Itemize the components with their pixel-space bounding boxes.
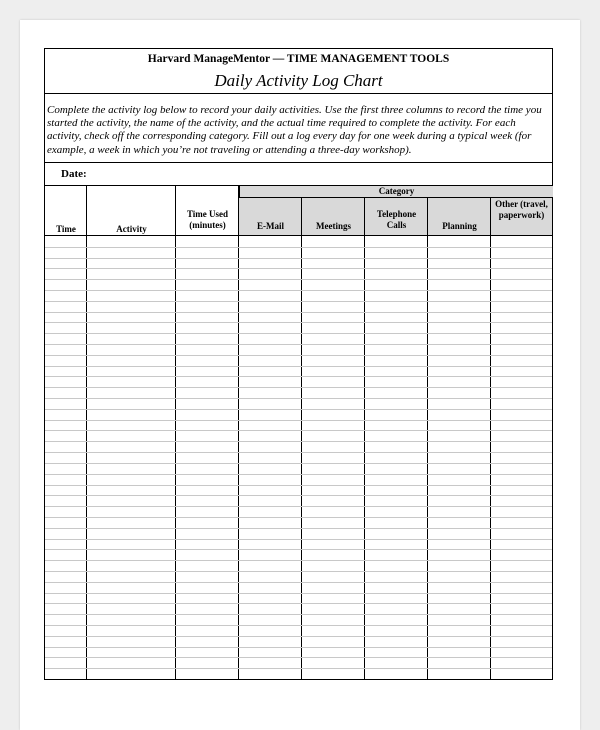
table-row-line (45, 549, 552, 550)
table-row-line (45, 420, 552, 421)
table-row-line (45, 301, 552, 302)
table-row-line (45, 387, 552, 388)
table-row-line (45, 474, 552, 475)
table-row-line (45, 333, 552, 334)
col-divider (301, 198, 302, 679)
col-divider (490, 198, 491, 679)
table-row-line (45, 485, 552, 486)
col-header-time (45, 186, 87, 235)
col-header-activity-label: Activity (116, 224, 147, 234)
table-row-line (45, 322, 552, 323)
date-label: Date: (61, 168, 87, 180)
col-header-telephone-label: Telephone Calls (376, 209, 417, 230)
col-header-email-label: E-Mail (257, 221, 284, 231)
col-header-other (491, 198, 552, 235)
col-header-planning (428, 198, 491, 235)
table-row-line (45, 430, 552, 431)
table-row-line (45, 312, 552, 313)
table-row-line (45, 517, 552, 518)
table-row-line (45, 657, 552, 658)
table-row-line (45, 560, 552, 561)
col-header-other-label: Other (travel, paperwork) (495, 199, 548, 220)
table-row-line (45, 582, 552, 583)
col-divider (427, 198, 428, 679)
table-row-line (45, 528, 552, 529)
col-divider (238, 186, 239, 679)
table-row-line (45, 668, 552, 669)
table-row-line (45, 376, 552, 377)
date-row (44, 163, 553, 185)
col-divider (86, 186, 87, 679)
table-row-line (45, 571, 552, 572)
table-row-line (45, 603, 552, 604)
col-divider (364, 198, 365, 679)
table-row-line (45, 593, 552, 594)
table-row-line (45, 258, 552, 259)
table-row-line (45, 441, 552, 442)
page-title: Daily Activity Log Chart (214, 71, 383, 90)
table-row-line (45, 614, 552, 615)
col-header-meetings (302, 198, 365, 235)
col-header-email (239, 198, 302, 235)
instructions-text: Complete the activity log below to record your daily activities. Use the first three columns to record the time you started the activity, the name of the activity, and the actual time required to complete the activity. For each activity, check off the corresponding category. Fill out a log every day for one week during a typical week (for example, a week in which you’re not traveling or attending a three-day workshop). (44, 94, 553, 163)
table-row-line (45, 539, 552, 540)
category-header: Category (239, 186, 553, 198)
col-header-time-used (176, 186, 239, 235)
header-bottom-rule (45, 235, 552, 236)
col-header-telephone (365, 198, 428, 235)
col-divider (175, 186, 176, 679)
col-header-meetings-label: Meetings (316, 221, 351, 231)
table-row-line (45, 268, 552, 269)
table-row-line (45, 636, 552, 637)
table-row-line (45, 463, 552, 464)
activity-log-table (44, 185, 553, 680)
table-row-line (45, 495, 552, 496)
table-row-line (45, 247, 552, 248)
org-line: Harvard ManageMentor — TIME MANAGEMENT TOOLS (147, 53, 450, 65)
col-header-time-label: Time (56, 224, 76, 234)
table-row-line (45, 355, 552, 356)
col-header-time-used-label: Time Used (minutes) (186, 209, 229, 230)
table-row-line (45, 506, 552, 507)
table-row-line (45, 409, 552, 410)
table-row-line (45, 279, 552, 280)
col-header-activity (87, 186, 176, 235)
table-row-line (45, 344, 552, 345)
table-row-line (45, 452, 552, 453)
table-row-line (45, 647, 552, 648)
table-row-line (45, 398, 552, 399)
table-row-line (45, 290, 552, 291)
header-box (44, 48, 553, 94)
table-row-line (45, 366, 552, 367)
table-row-line (45, 625, 552, 626)
col-header-planning-label: Planning (442, 221, 477, 231)
